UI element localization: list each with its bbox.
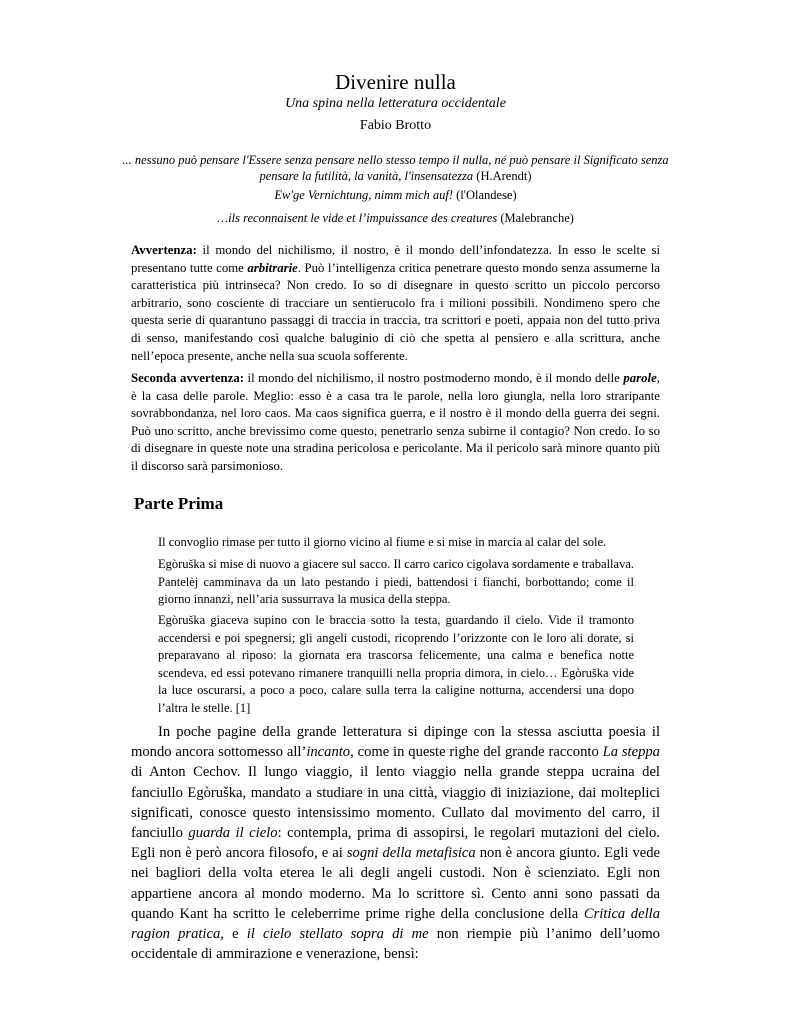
italic-run: il cielo stellato sopra di me	[246, 926, 429, 943]
warning-label: Avvertenza:	[131, 243, 197, 257]
section-heading: Parte Prima	[134, 494, 224, 513]
text-run: , e	[220, 926, 247, 943]
text-run: non riempie più l’animo dell’uomo occidentale di ammirazione e venerazione, bensì:	[131, 926, 660, 963]
warning-text: il mondo del nichilismo, il nostro postmoderno mondo, è il mondo delle	[244, 371, 624, 385]
epigraph-source: (l'Olandese)	[456, 188, 517, 202]
text-run: In poche pagine della grande letteratura si dipinge con la stessa asciutta poesia il mondo ancora sottomesso all’	[131, 724, 660, 761]
epigraph-text: …ils reconnaisent le vide et l’impuissance des creatures	[217, 211, 498, 225]
epigraph-source: (Malebranche)	[500, 211, 574, 225]
italic-run: sogni della metafisica	[346, 845, 476, 862]
epigraph-olandese	[120, 187, 671, 203]
warning-text: il mondo del nichilismo, il nostro, è il mondo dell’infondatezza. In esso le scelte si presentano tutte come	[131, 243, 660, 275]
text-run: , come in queste righe del grande racconto	[350, 744, 603, 761]
document-subtitle: Una spina nella letteratura occidentale	[285, 96, 506, 111]
block-quote-paragraph: Il convoglio rimase per tutto il giorno vicino al fiume e si mise in marcia al calar del sole.	[158, 535, 607, 549]
warning-text: . Può l’intelligenza critica penetrare questo mondo senza assumerne la caratteristica più intrinseca? Non credo. Io so di disegnare in questo scritto un piccolo percorso arbitrario, sono cosciente di tracciare un sentierucolo fra i milioni possibili. Nondimeno spero che questa serie di quarantuno passaggi di traccia in traccia, tra scrittori e poeti, appaia non del tutto priva di senso, manifestando così qualche baluginio di ciò che spetta al pensiero e alla scrittura, anche nell’epoca presente, anche nella sua scuola sofferente.	[131, 260, 660, 363]
warning-emphasis: parole	[623, 371, 657, 385]
epigraph-malebranche	[120, 210, 671, 226]
first-warning-paragraph	[131, 242, 660, 365]
block-quote-paragraph: Egòruška giaceva supino con le braccia sotto la testa, guardando il cielo. Vide il tramonto accendersi e poi spegnersi; gli angeli custodi, ricoprendo l’orizzonte con le loro ali dorate, si preparavano al riposo: la giornata era trascorsa felicemente, una calma e benefica notte scendeva, ed essi potevano rimanere tranquilli nella propria dimora, in cielo… Egòruška vide la luce oscurarsi, a poco a poco, calare sulla terra la caligine notturna, accendersi una dopo l’altra le stelle. [1]	[158, 613, 634, 715]
warning-label: Seconda avvertenza:	[131, 371, 244, 385]
text-run: non è ancora giunto. Egli vede nei bagliori della volta eterea le ali degli angeli custodi. Non è scienziato. Egli non appartiene ancora al mondo moderno. Ma lo scrittore sì. Cento anni sono passati da quando Kant ha scritto le celeberrime prime righe della conclusione della	[131, 845, 660, 922]
italic-run: Critica della ragion pratica	[131, 905, 660, 943]
second-warning-paragraph	[131, 370, 660, 476]
body-paragraph	[131, 722, 660, 964]
italic-run: La steppa	[602, 744, 660, 761]
epigraph-arendt	[120, 152, 671, 184]
italic-run: incanto	[306, 744, 351, 761]
epigraph-text: ... nessuno può pensare l'Essere senza pensare nello stesso tempo il nulla, né può pensare il Significato senza pensare la futilità, la vanità, l'insensatezza	[122, 153, 669, 183]
warning-text: , è la casa delle parole. Meglio: esso è a casa tra le parole, nella loro giungla, nella loro straripante sovrabbondanza, nel loro caos. Ma caos significa guerra, e il nostro è il mondo della guerra dei segni. Può uno scritto, anche brevissimo come questo, penetrarlo senza subirne il contagio? Non credo. Io so di disegnare in queste note una stradina pericolosa e pericolante. Ma il pericolo sarà minore quanto più il discorso sarà parsimonioso.	[131, 371, 660, 473]
text-run: di Anton Cechov. Il lungo viaggio, il lento viaggio nella grande steppa ucraina del fanciullo Egòruška, mandato a studiare in una città, viaggio di iniziazione, dai molteplici significati, conosce questo intensissimo momento. Cullato dal movimento del carro, il fanciullo	[131, 764, 660, 842]
epigraph-text: Ew'ge Vernichtung, nimm mich auf!	[274, 188, 453, 202]
block-quote-paragraph: Egòruška si mise di nuovo a giacere sul sacco. Il carro carico cigolava sordamente e traballava. Pantelèj camminava da un lato pestando i piedi, battendosi i fianchi, borbottando; come il giorno innanzi, nell’aria sussurrava la musica della steppa.	[158, 557, 634, 607]
epigraph-source: (H.Arendt)	[476, 169, 532, 183]
document-title: Divenire nulla	[335, 70, 456, 94]
text-run: : contempla, prima di assopirsi, le regolari mutazioni del cielo. Egli non è però ancora filosofo, e ai	[131, 825, 660, 862]
document-author: Fabio Brotto	[359, 118, 432, 133]
warning-emphasis: arbitrarie	[247, 260, 298, 275]
italic-run: guarda il cielo	[188, 825, 278, 842]
